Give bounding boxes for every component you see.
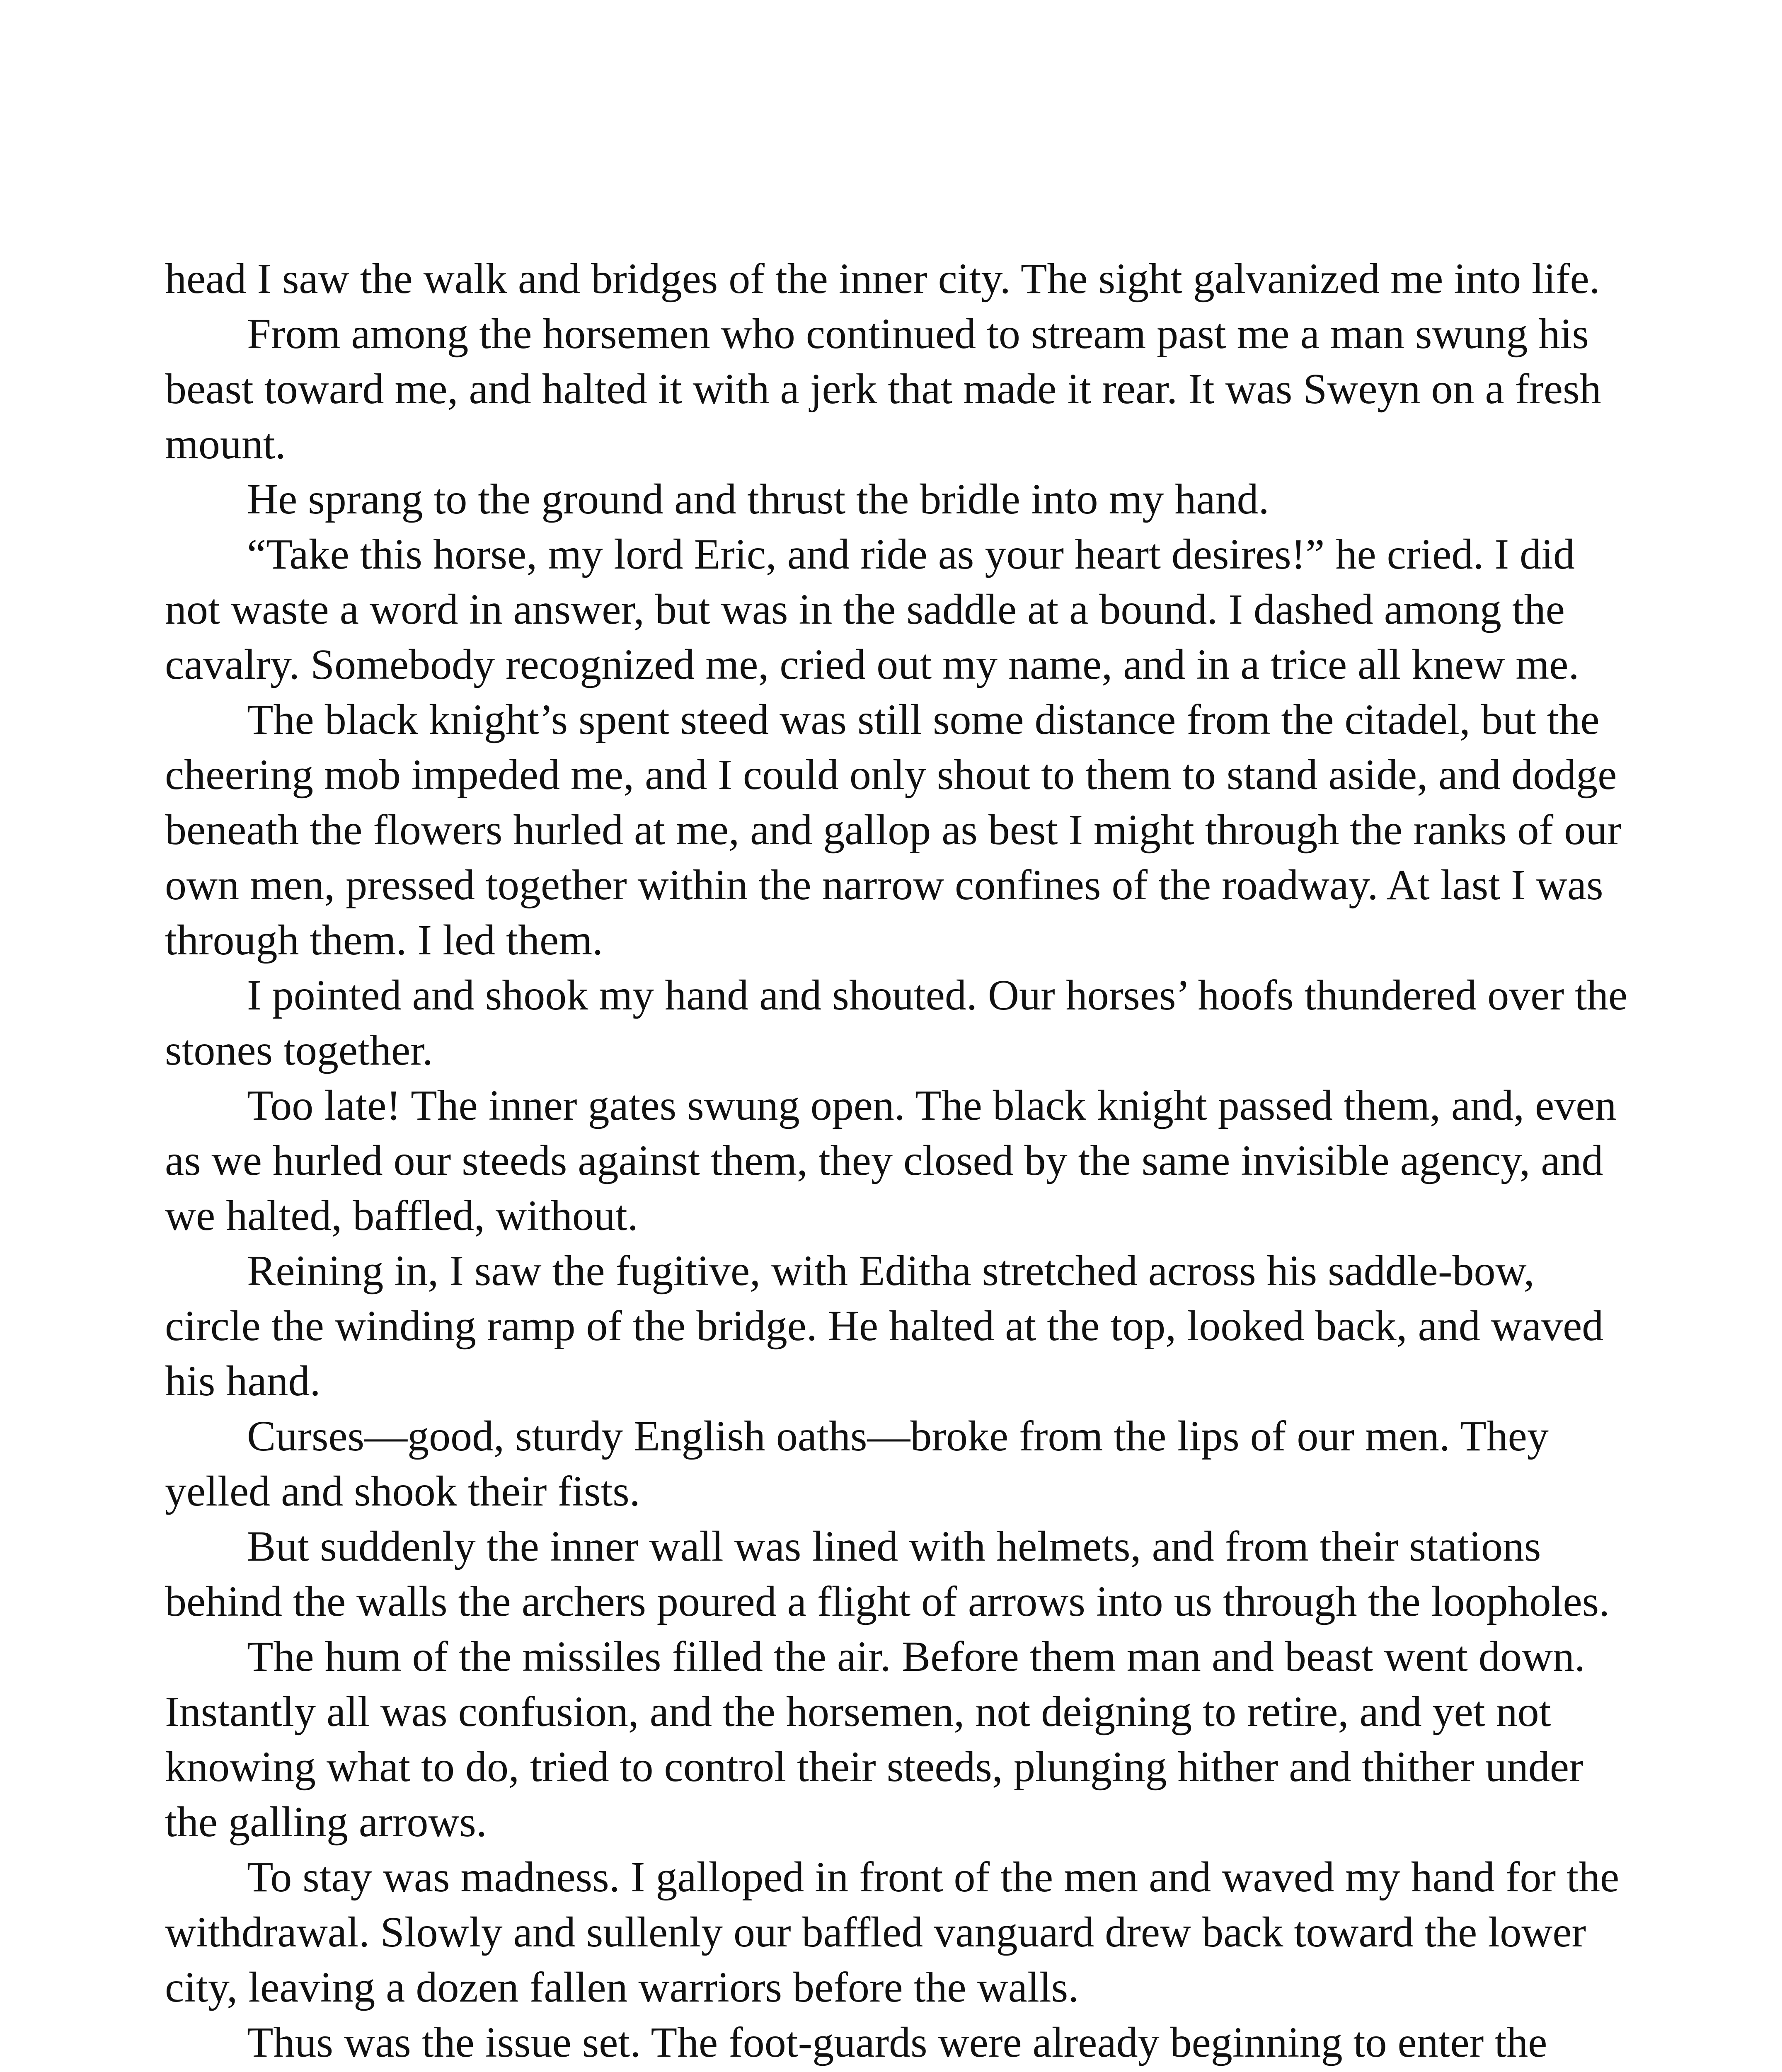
paragraph: Too late! The inner gates swung open. The black knight passed them, and, even as we hurled our steeds against them, they closed by the same invisible agency, and we halted, baffled, without.	[165, 1082, 1617, 1239]
paragraph: The black knight’s spent steed was still some distance from the citadel, but the cheering mob impeded me, and I could only shout to them to stand aside, and dodge beneath the flowers hurled at me, and gallop as best I might through the ranks of our own men, pressed together within the narrow confines of the roadway. At last I was through them. I led them.	[165, 696, 1622, 964]
paragraph: Thus was the issue set. The foot-guards were already beginning to enter the	[247, 2019, 1547, 2066]
paragraph: From among the horsemen who continued to stream past me a man swung his beast toward me, and halted it with a jerk that made it rear. It was Sweyn on a fresh mount.	[165, 310, 1601, 468]
paragraph: Curses—good, sturdy English oaths—broke from the lips of our men. They yelled and shook their fists.	[165, 1412, 1549, 1515]
paragraph: To stay was madness. I galloped in front of the men and waved my hand for the withdrawal. Slowly and sullenly our baffled vanguard drew back toward the lower city, leaving a dozen fallen warriors before the walls.	[165, 1853, 1620, 2011]
paragraph: He sprang to the ground and thrust the bridle into my hand.	[247, 475, 1269, 523]
paragraph: The hum of the missiles filled the air. Before them man and beast went down. Instantly all was confusion, and the horsemen, not deigning to retire, and yet not knowing what to do, tried to control their steeds, plunging hither and thither under the galling arrows.	[165, 1633, 1585, 1846]
paragraph: “Take this horse, my lord Eric, and ride as your heart desires!” he cried. I did not waste a word in answer, but was in the saddle at a bound. I dashed among the cavalry. Somebody recognized me, cried out my name, and in a trice all knew me.	[165, 530, 1579, 688]
paragraph: head I saw the walk and bridges of the inner city. The sight galvanized me into life.	[165, 255, 1600, 303]
body-text	[165, 251, 1640, 2072]
paragraph: I pointed and shook my hand and shouted. Our horses’ hoofs thundered over the stones together.	[165, 971, 1628, 1074]
paragraph: But suddenly the inner wall was lined with helmets, and from their stations behind the walls the archers poured a flight of arrows into us through the loopholes.	[165, 1523, 1610, 1625]
paragraph: Reining in, I saw the fugitive, with Editha stretched across his saddle-bow, circle the winding ramp of the bridge. He halted at the top, looked back, and waved his hand.	[165, 1247, 1604, 1405]
